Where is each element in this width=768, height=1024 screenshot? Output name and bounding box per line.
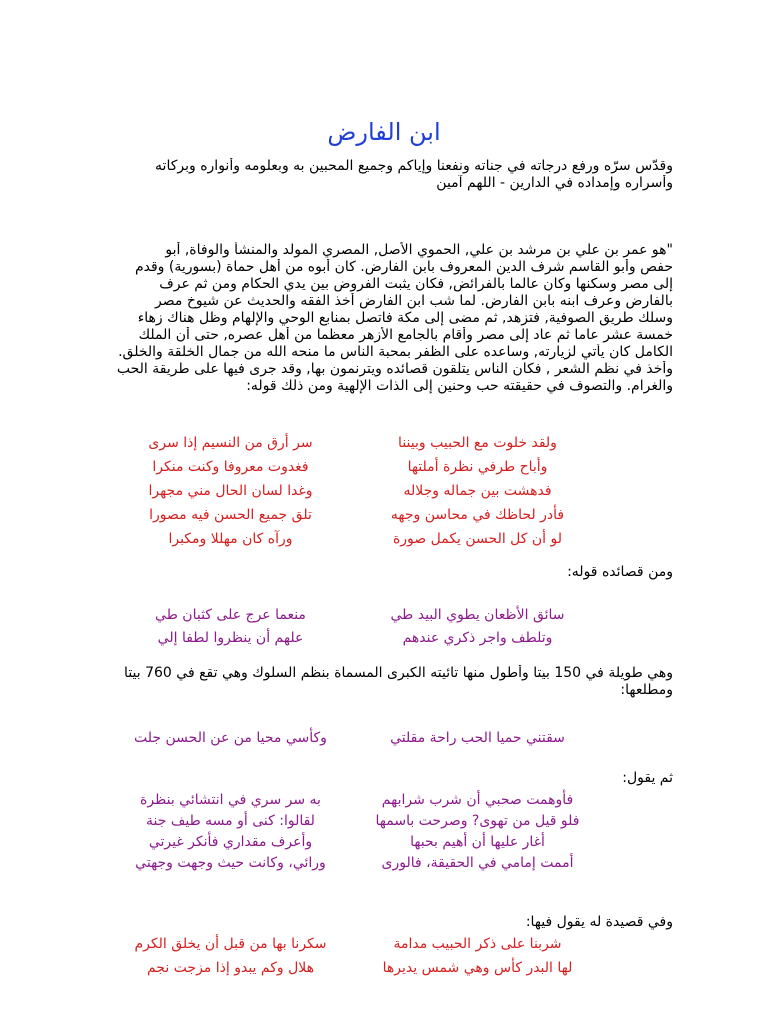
verse-first-hemistich: أممت إمامي في الحقيقة، فالورى [381, 855, 574, 871]
verse-first-hemistich: فأدر لحاظك في محاسن وجهه [390, 507, 565, 523]
verse-first-hemistich: فدهشت بين جماله وجلاله [403, 483, 552, 499]
verse-first-hemistich: شربنا على ذكر الحبيب مدامة [393, 936, 562, 952]
verse-first-hemistich: سائق الأظعان يطوي البيد طي [390, 607, 565, 623]
verse-first-hemistich: سقتني حميا الحب راحة مقلتي [390, 730, 565, 746]
verse-line [0, 960, 768, 980]
verse-line [0, 607, 768, 627]
heading-text: ومن قصائده قوله: [567, 564, 673, 580]
bio-line: حفص وأبو القاسم شرف الدين المعروف بابن الفارض. كان أبوه من أهل حماة (بسورية) وقدم [134, 259, 673, 275]
verse-first-hemistich: وأباح طرفي نظرة أملتها [407, 459, 548, 475]
verse-second-hemistich: وكأسي محيا من عن الحسن جلت [134, 730, 327, 746]
verse-line [0, 531, 768, 551]
section-heading [90, 914, 673, 931]
verse-first-hemistich: فأوهمت صحبي أن شرب شرابهم [381, 792, 574, 808]
verse-second-hemistich: وأعرف مقداري فأنكر غيرتي [148, 834, 313, 850]
intro-line: وأسراره وإمداده في الدارين - اللهم آمين [436, 175, 673, 191]
paragraph-line: وهي طويلة في 150 بيتا وأطول منها تائيته الكبرى المسماة بنظم السلوك وهي تقع في 760 بيتا [124, 665, 673, 681]
verse-first-hemistich: ولقد خلوت مع الحبيب وبيننا [398, 435, 557, 451]
paragraph-3 [90, 665, 673, 699]
section-heading [90, 564, 673, 581]
verse-line [0, 730, 768, 750]
verse-line [0, 936, 768, 956]
bio-line: وسلك طريق الصوفية, فتزهد, ثم مضى إلى مكة فاتصل بمنابع الوحي والإلهام وظل هناك زهاء [137, 310, 673, 326]
verse-first-hemistich: وتلطف واجر ذكري عندهم [402, 630, 553, 646]
verse-second-hemistich: سر أرق من النسيم إذا سرى [148, 435, 313, 451]
section-heading [90, 770, 673, 787]
verse-second-hemistich: هلال وكم يبدو إذا مزجت نجم [146, 960, 315, 976]
bio-line: والغرام. والتصوف في حقيقته حب وحنين إلى الذات الإلهية ومن ذلك قوله: [246, 378, 673, 394]
verse-second-hemistich: ورائي، وكانت حيث وجهت وجهتي [135, 855, 326, 871]
bio-line: إلى مصر وسكنها وكان عالما بالفرائض, فكان يثبت الفروض بين يدي الحكام ومن ثم عرف [159, 276, 673, 292]
verse-second-hemistich: لقالوا: كنى أو مسه طيف جنة [146, 813, 315, 829]
paragraph-line: ومطلعها: [620, 682, 673, 698]
verse-second-hemistich: به سر سري في انتشائي بنظرة [140, 792, 321, 808]
intro-paragraph [90, 158, 673, 192]
heading-text: وفي قصيدة له يقول فيها: [525, 914, 673, 930]
verse-first-hemistich: فلو قيل من تهوى? وصرحت باسمها [375, 813, 580, 829]
verse-first-hemistich: أغار عليها أن أهيم بحبها [410, 834, 545, 850]
bio-line: الكامل كان يأتي لزيارته, وساعده على الظفر بمحبة الناس ما منحه الله من جمال الخلقة والخلق. [118, 344, 673, 360]
bio-line: بالفارض وعرف ابنه بابن الفارض. لما شب ابن الفارض أخذ الفقه والحديث عن شيوخ مصر [155, 293, 673, 309]
page-title: ابن الفارض [327, 118, 441, 146]
intro-line: وقدّس سرّه ورفع درجاته في جناته ونفعنا وإياكم وجميع المحبين به وبعلومه وأنواره وبركاته [155, 158, 673, 174]
verse-line [0, 855, 768, 875]
verse-line [0, 459, 768, 479]
bio-line: خمسة عشر عاما ثم عاد إلى مصر وأقام بالجامع الأزهر معظما من أهل عصره, حتى أن الملك [138, 327, 673, 343]
verse-line [0, 435, 768, 455]
verse-line [0, 792, 768, 812]
verse-second-hemistich: علهم أن ينظروا لطفا إلي [157, 630, 304, 646]
verse-line [0, 630, 768, 650]
verse-line [0, 813, 768, 833]
heading-text: ثم يقول: [622, 770, 673, 786]
verse-first-hemistich: لو أن كل الحسن يكمل صورة [392, 531, 563, 547]
verse-first-hemistich: لها البدر كأس وهي شمس يديرها [382, 960, 573, 976]
verse-second-hemistich: تلق جميع الحسن فيه مصورا [149, 507, 312, 523]
bio-line: "هو عمر بن علي بن مرشد بن علي, الحموي الأصل, المصري المولد والمنشأ والوفاة, أبو [165, 242, 673, 258]
bio-line: وأخذ في نظم الشعر , فكان الناس يتلقون قصائده ويترنمون بها, وقد جرى فيها على طريقة الحب [116, 361, 673, 377]
verse-line [0, 834, 768, 854]
verse-second-hemistich: فغدوت معروفا وكنت منكرا [152, 459, 309, 475]
verse-line [0, 483, 768, 503]
verse-second-hemistich: سكرنا بها من قبل أن يخلق الكرم [134, 936, 327, 952]
bio-paragraph [90, 242, 673, 395]
verse-second-hemistich: منعما عرج على كثبان طي [155, 607, 306, 623]
verse-second-hemistich: وغدا لسان الحال مني مجهرا [148, 483, 313, 499]
verse-second-hemistich: ورآه كان مهللا ومكبرا [168, 531, 293, 547]
verse-line [0, 507, 768, 527]
